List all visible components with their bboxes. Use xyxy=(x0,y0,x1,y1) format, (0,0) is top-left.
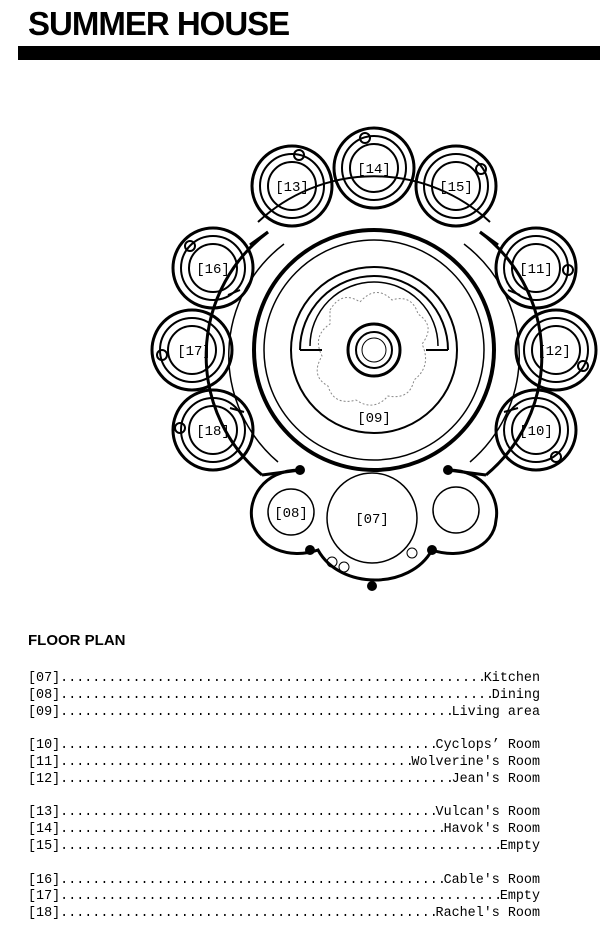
legend-room-name: Cable's Room xyxy=(443,872,540,888)
legend-room-code: [08] xyxy=(28,687,61,703)
legend-row xyxy=(28,889,540,906)
legend-room-name: Kitchen xyxy=(483,671,540,686)
terrace-circle xyxy=(433,487,479,533)
label-room-12: [12] xyxy=(537,344,571,360)
legend-room-code: [14] xyxy=(28,822,61,838)
legend-leader-dots xyxy=(60,671,484,688)
legend-group xyxy=(28,805,540,855)
legend-room-name: Living area xyxy=(451,704,540,720)
legend-room-code: [09] xyxy=(28,704,61,720)
label-room-14: [14] xyxy=(357,162,391,178)
floor-plan-heading: FLOOR PLAN xyxy=(28,632,126,649)
legend-room-name: Jean's Room xyxy=(451,771,540,787)
legend-leader-dots xyxy=(60,873,443,890)
legend-room-code: [15] xyxy=(28,838,61,854)
legend-room-code: [16] xyxy=(28,872,61,888)
legend-leader-dots xyxy=(60,688,492,705)
rug-texture xyxy=(317,292,428,405)
legend-row xyxy=(28,755,540,772)
legend-leader-dots xyxy=(60,738,435,755)
legend-row xyxy=(28,906,540,923)
legend-leader-dots xyxy=(60,889,500,906)
label-room-16: [16] xyxy=(196,262,230,278)
door-markers xyxy=(295,465,453,591)
legend-row xyxy=(28,705,540,722)
floor-plan-diagram xyxy=(140,118,600,598)
page-title: SUMMER HOUSE xyxy=(28,5,290,42)
legend-room-name: Havok's Room xyxy=(443,822,540,838)
living-area-arc xyxy=(300,276,448,350)
legend-room-name: Dining xyxy=(491,687,540,703)
legend-row xyxy=(28,738,540,755)
legend-leader-dots xyxy=(60,755,411,772)
legend-group xyxy=(28,671,540,721)
legend-room-name: Empty xyxy=(499,889,540,905)
legend-row xyxy=(28,772,540,789)
legend-room-code: [11] xyxy=(28,754,61,770)
legend-room-code: [12] xyxy=(28,771,61,787)
legend-room-code: [18] xyxy=(28,906,61,922)
room-legend xyxy=(28,671,540,940)
legend-room-name: Vulcan's Room xyxy=(435,805,540,821)
legend-leader-dots xyxy=(60,772,451,789)
legend-row xyxy=(28,688,540,705)
legend-room-code: [17] xyxy=(28,889,61,905)
label-room-08: [08] xyxy=(274,506,308,522)
legend-row xyxy=(28,822,540,839)
legend-row xyxy=(28,671,540,688)
legend-room-code: [10] xyxy=(28,738,61,754)
legend-leader-dots xyxy=(60,839,500,856)
legend-leader-dots xyxy=(60,805,435,822)
label-room-09: [09] xyxy=(357,411,391,427)
label-room-11: [11] xyxy=(519,262,553,278)
label-room-13: [13] xyxy=(275,180,309,196)
legend-room-code: [07] xyxy=(28,671,61,686)
legend-row xyxy=(28,873,540,890)
label-room-10: [10] xyxy=(519,424,553,440)
legend-room-name: Cyclops’ Room xyxy=(435,738,540,754)
legend-group xyxy=(28,873,540,923)
legend-group xyxy=(28,738,540,788)
legend-row xyxy=(28,839,540,856)
label-room-17: [17] xyxy=(177,344,211,360)
legend-leader-dots xyxy=(60,705,451,722)
legend-room-name: Empty xyxy=(499,838,540,854)
legend-room-code: [13] xyxy=(28,805,61,821)
label-room-18: [18] xyxy=(196,424,230,440)
fireplace-inner xyxy=(356,332,392,368)
legend-room-name: Wolverine's Room xyxy=(411,754,540,770)
title-rule xyxy=(18,46,600,60)
label-room-15: [15] xyxy=(439,180,473,196)
living-area-inner-ring xyxy=(264,240,484,460)
legend-leader-dots xyxy=(60,906,435,923)
legend-row xyxy=(28,805,540,822)
legend-room-name: Rachel's Room xyxy=(435,906,540,922)
legend-leader-dots xyxy=(60,822,443,839)
label-room-07: [07] xyxy=(355,512,389,528)
